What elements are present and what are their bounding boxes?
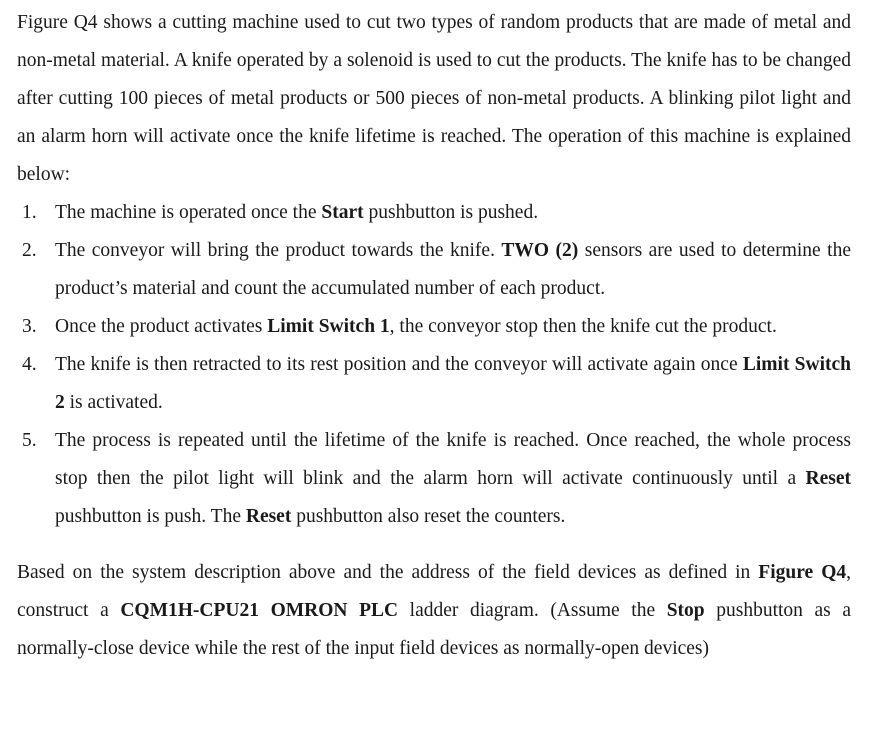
question-document xyxy=(17,4,851,668)
step-text: sensors are used to determine the product’s material and count the accumulated number of each product. xyxy=(55,240,851,299)
closing-text: ladder diagram. (Assume the xyxy=(398,600,667,621)
step-text: pushbutton is pushed. xyxy=(363,202,539,223)
reset-term: Reset xyxy=(245,506,292,527)
closing-text: pushbutton as a normally-close device while the rest of the input field devices as normally-open devices) xyxy=(17,600,851,659)
step-text: The machine is operated once the xyxy=(55,202,322,223)
paragraph-gap xyxy=(17,536,851,554)
closing-text: Based on the system description above and the address of the field devices as defined in xyxy=(17,562,759,583)
step-4 xyxy=(17,346,851,422)
limit-switch-2-term: Limit Switch 2 xyxy=(55,354,852,413)
stop-term: Stop xyxy=(666,600,705,621)
step-text: The conveyor will bring the product towards the knife. xyxy=(55,240,502,261)
step-text: is activated. xyxy=(64,392,163,413)
step-5 xyxy=(17,422,851,536)
plc-model-term: CQM1H-CPU21 OMRON PLC xyxy=(120,600,399,621)
step-text: The process is repeated until the lifetime of the knife is reached. Once reached, the whole process stop then the pilot light will blink and the alarm horn will activate continuously until a xyxy=(55,430,851,489)
step-number: 2. xyxy=(22,240,37,261)
limit-switch-1-term: Limit Switch 1 xyxy=(267,316,390,337)
operation-steps-list xyxy=(17,194,851,536)
step-text: pushbutton also reset the counters. xyxy=(291,506,566,527)
step-text: , the conveyor stop then the knife cut the product. xyxy=(389,316,777,337)
closing-paragraph xyxy=(17,554,851,668)
step-number: 4. xyxy=(22,354,37,375)
step-3 xyxy=(17,308,851,346)
reset-term: Reset xyxy=(805,468,851,489)
step-1 xyxy=(17,194,851,232)
step-text: Once the product activates xyxy=(55,316,268,337)
step-text: pushbutton is push. The xyxy=(55,506,246,527)
step-number: 1. xyxy=(22,202,37,223)
step-number: 3. xyxy=(22,316,37,337)
step-text: The knife is then retracted to its rest position and the conveyor will activate again once xyxy=(55,354,743,375)
two-term: TWO (2) xyxy=(501,240,579,261)
start-term: Start xyxy=(321,202,364,223)
figure-q4-term: Figure Q4 xyxy=(758,562,847,583)
step-number: 5. xyxy=(22,430,37,451)
closing-text: , construct a xyxy=(17,562,851,621)
intro-paragraph: Figure Q4 shows a cutting machine used to cut two types of random products that are made of metal and non-metal material. A knife operated by a solenoid is used to cut the products. The knife has to be changed after cutting 100 pieces of metal products or 500 pieces of non-metal products. A blinking pilot light and an alarm horn will activate once the knife lifetime is reached. The operation of this machine is explained below: xyxy=(17,12,851,185)
step-2 xyxy=(17,232,851,308)
